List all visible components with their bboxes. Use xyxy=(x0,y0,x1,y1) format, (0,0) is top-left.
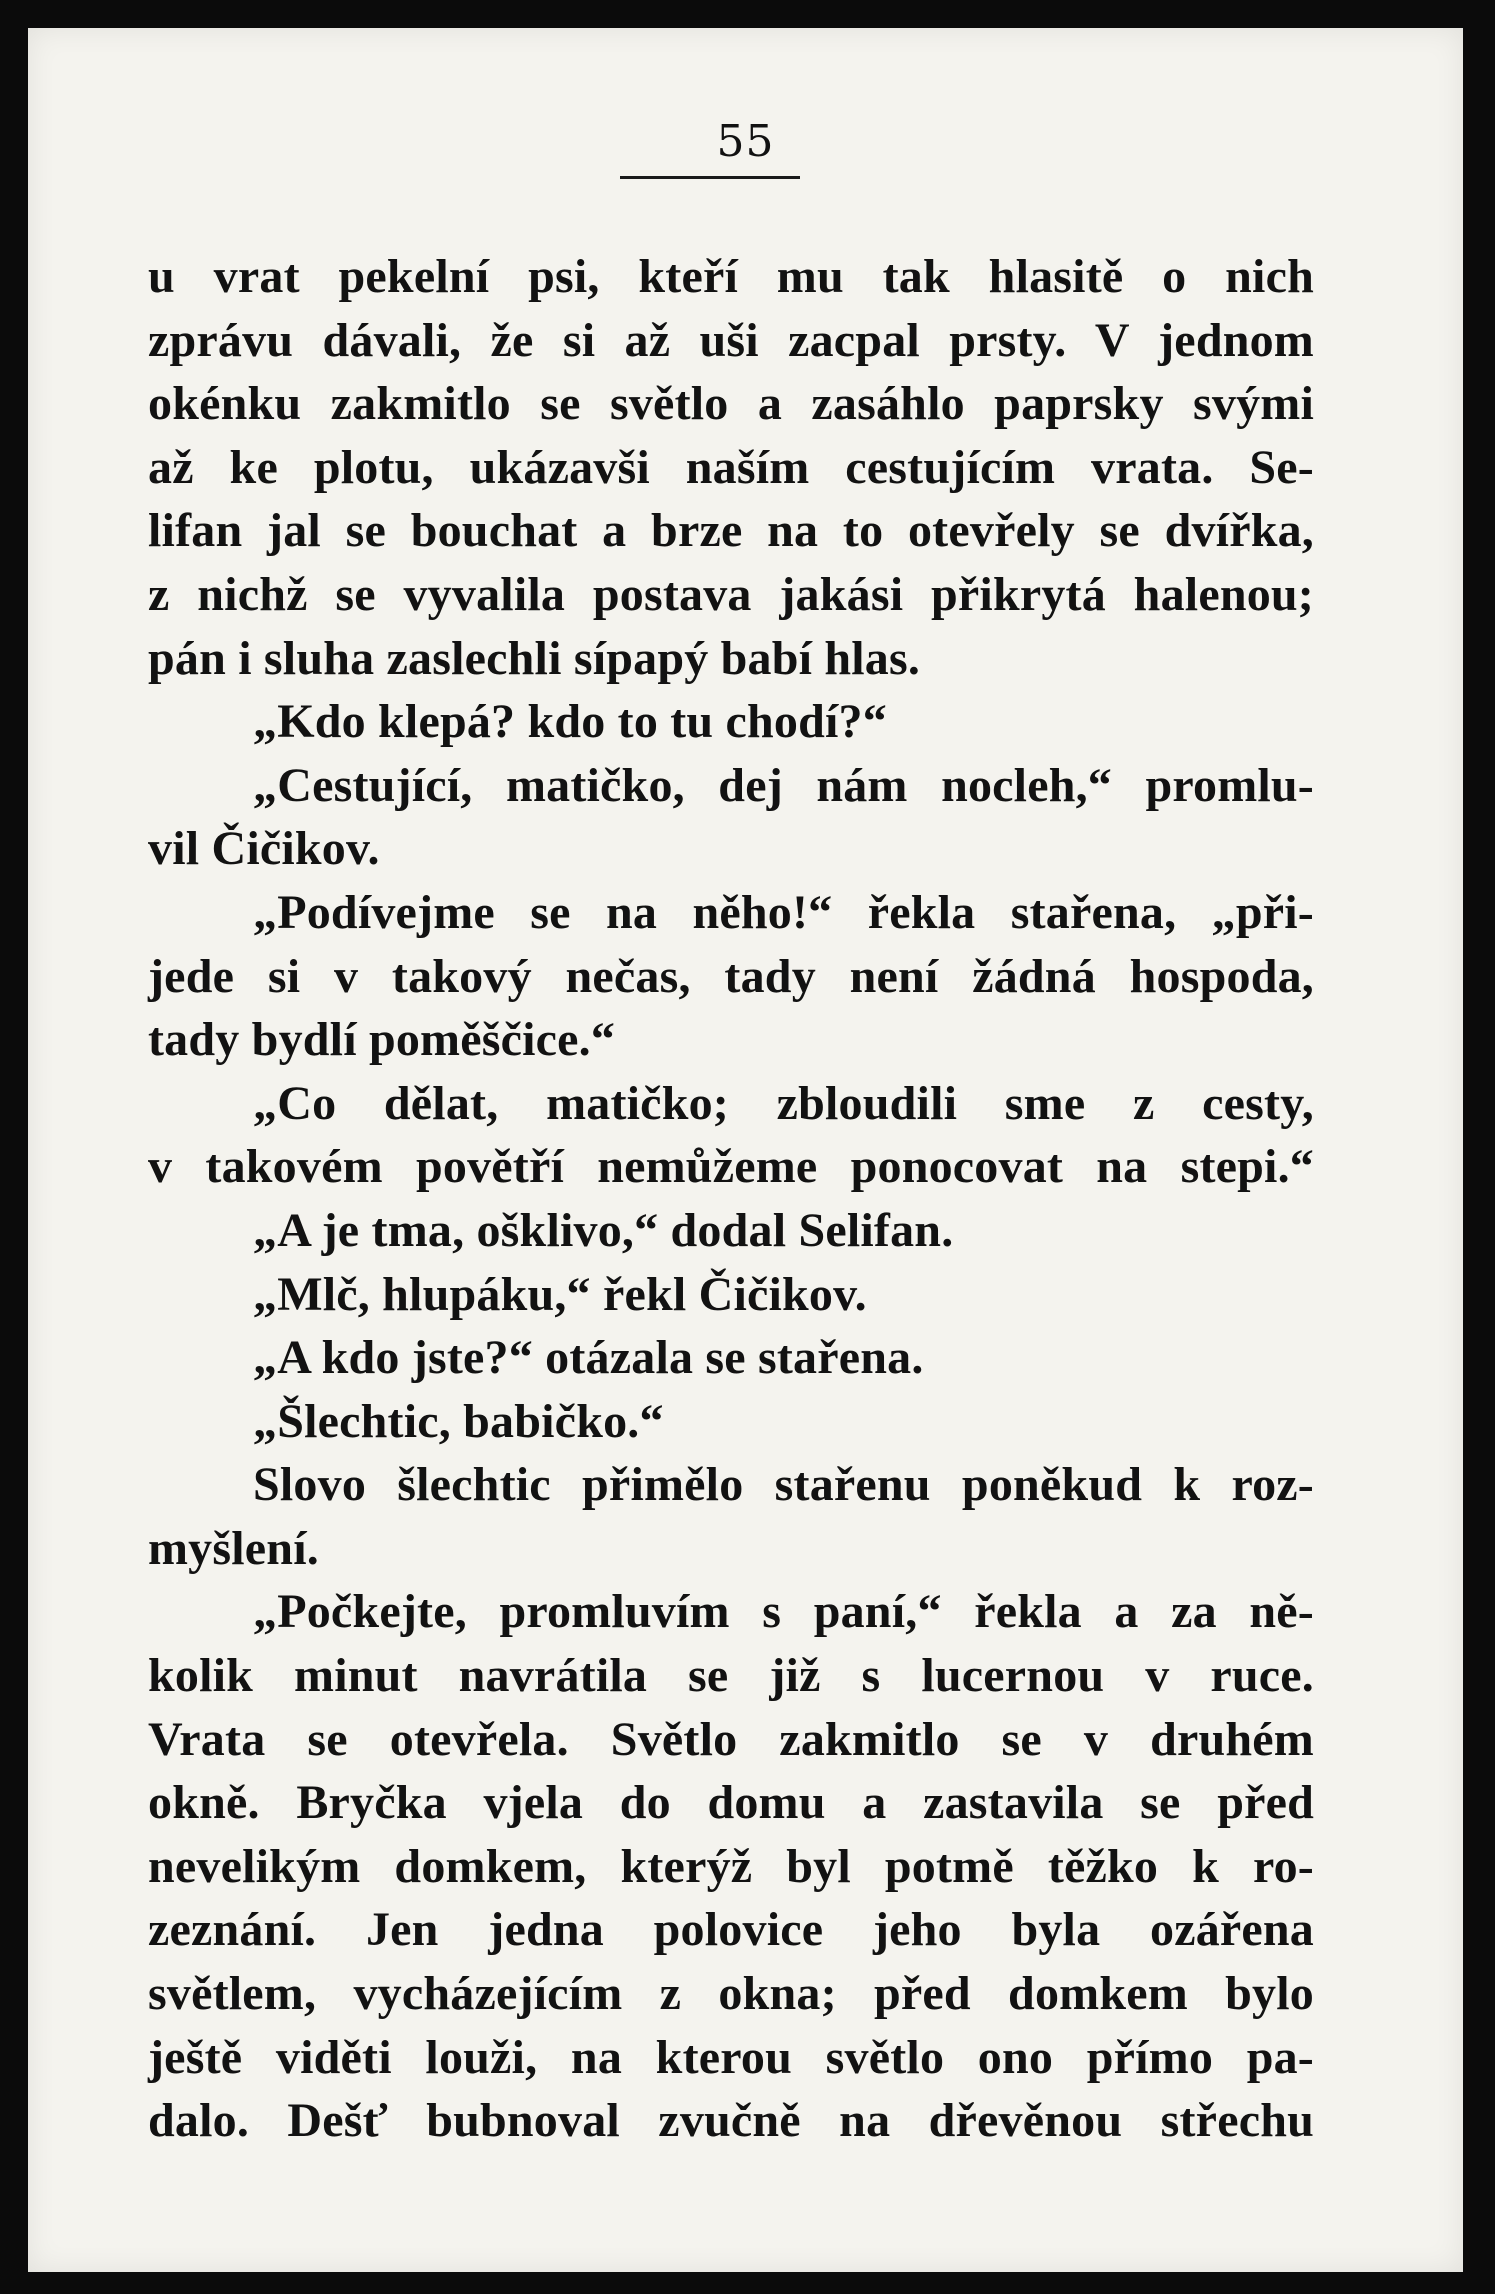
text-line: „Kdo klepá? kdo to tu chodí?“ xyxy=(253,695,887,749)
text-line: „Šlechtic, babičko.“ xyxy=(253,1394,664,1448)
text-line: „Podívejme se na něho!“ řekla stařena, „při- xyxy=(253,885,1314,939)
text-line: vil Čičikov. xyxy=(148,822,380,876)
text-line: kolik minut navrátila se již s lucernou v ruce. xyxy=(148,1649,1314,1703)
book-page xyxy=(28,28,1463,2272)
text-line: „Mlč, hlupáku,“ řekl Čičikov. xyxy=(253,1267,867,1321)
text-line: až ke plotu, ukázavši naším cestujícím vrata. Se- xyxy=(148,440,1314,494)
page-text xyxy=(148,245,1314,2153)
page-number-rule xyxy=(620,176,800,179)
text-line: okně. Bryčka vjela do domu a zastavila se před xyxy=(148,1776,1314,1830)
text-line: zeznání. Jen jedna polovice jeho byla ozářena xyxy=(148,1903,1314,1957)
text-line: Slovo šlechtic přimělo stařenu poněkud k roz- xyxy=(253,1458,1314,1512)
text-line: u vrat pekelní psi, kteří mu tak hlasitě o nich xyxy=(148,250,1314,303)
text-line: ještě viděti louži, na kterou světlo ono přímo pa- xyxy=(148,2030,1314,2084)
text-line: myšlení. xyxy=(148,1521,319,1575)
text-line: lifan jal se bouchat a brze na to otevřely se dvířka, xyxy=(148,504,1314,558)
text-line: „A je tma, ošklivo,“ dodal Selifan. xyxy=(253,1203,954,1257)
text-line: „Cestující, matičko, dej nám nocleh,“ promlu- xyxy=(253,758,1314,812)
text-line: zprávu dávali, že si až uši zacpal prsty. V jednom xyxy=(148,313,1314,367)
text-line: pán i sluha zaslechli sípapý babí hlas. xyxy=(148,631,921,685)
text-line: nevelikým domkem, kterýž byl potmě těžko k ro- xyxy=(148,1839,1314,1893)
text-line: „A kdo jste?“ otázala se stařena. xyxy=(253,1331,924,1385)
text-line: okénku zakmitlo se světlo a zasáhlo paprsky svými xyxy=(148,377,1314,431)
text-line: dalo. Dešť bubnoval zvučně na dřevěnou střechu xyxy=(148,2094,1314,2148)
text-line: z nichž se vyvalila postava jakási přikrytá halenou; xyxy=(148,567,1314,621)
page-number: 55 xyxy=(716,116,775,167)
text-line: v takovém povětří nemůžeme ponocovat na stepi.“ xyxy=(148,1140,1314,1194)
text-line: světlem, vycházejícím z okna; před domkem bylo xyxy=(148,1967,1314,2021)
text-line: Vrata se otevřela. Světlo zakmitlo se v druhém xyxy=(148,1712,1314,1766)
text-line: „Počkejte, promluvím s paní,“ řekla a za ně- xyxy=(253,1585,1314,1639)
text-line: „Co dělat, matičko; zbloudili sme z cesty, xyxy=(253,1076,1314,1130)
text-line: tady bydlí poměščice.“ xyxy=(148,1013,616,1067)
text-line: jede si v takový nečas, tady není žádná hospoda, xyxy=(148,949,1314,1003)
